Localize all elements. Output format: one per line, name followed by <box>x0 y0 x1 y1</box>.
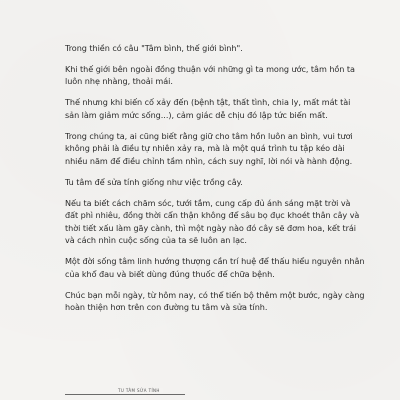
article-body <box>65 42 365 322</box>
paragraph: Trong thiền có câu "Tâm bình, thế giới bình". <box>65 43 243 53</box>
footer-label: TU TÂM SỬA TÍNH <box>115 388 163 393</box>
paragraph: Nếu ta biết cách chăm sóc, tưới tắm, cung cấp đủ ánh sáng mặt trời và đất phì nhiêu, đồng thời cẩn thận không để sâu bọ đục khoét thân cây và thời tiết xấu làm gãy cành, thì một ngày nào đó cây sẽ đơm hoa, kết trái và cách nhìn cuộc sống của ta sẽ luôn an lạc. <box>65 197 360 245</box>
paragraph: Thế nhưng khi biến cố xảy đến (bệnh tật, thất tình, chia ly, mất mát tài sản làm giảm mức sống...), cảm giác dễ chịu đó lập tức biến mất. <box>65 97 351 120</box>
paragraph: Tu tâm để sửa tính giống như việc trồng cây. <box>65 176 243 187</box>
footer <box>65 388 185 400</box>
paragraph: Một đời sống tâm linh hướng thượng cần trí huệ để thấu hiểu nguyên nhân của khổ đau và biết dùng đúng thuốc để chữa bệnh. <box>65 256 365 279</box>
paragraph: Khi thế giới bên ngoài đồng thuận với những gì ta mong ước, tâm hồn ta luôn nhẹ nhàng, thoải mái. <box>65 63 355 86</box>
paragraph: Chúc bạn mỗi ngày, từ hôm nay, có thể tiến bộ thêm một bước, ngày càng hoàn thiện hơn trên con đường tu tâm và sửa tính. <box>65 289 365 312</box>
paragraph: Trong chúng ta, ai cũng biết rằng giữ cho tâm hồn luôn an bình, vui tươi không phải là điều tự nhiên xảy ra, mà là một quá trình tu tập kéo dài nhiều năm để điều chỉnh tầm nhìn, cách suy nghĩ, lời nói và hành động. <box>65 130 353 166</box>
footer-divider <box>65 394 185 395</box>
